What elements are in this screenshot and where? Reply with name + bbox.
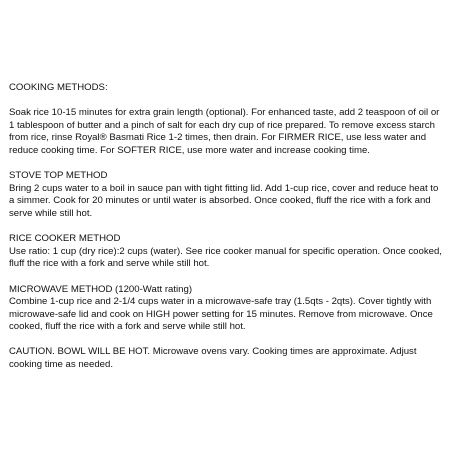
section-heading: STOVE TOP METHOD [9,170,108,182]
section-body: Combine 1-cup rice and 2-1/4 cups water in a microwave-safe tray (1.5qts - 2qts). Cover tightly with microwave-safe lid and cook on HIGH power setting for 15 minutes. Remove from microwave. Once cooked, fluff the rice with a fork and serve while still hot. [9,296,433,333]
section-heading: MICROWAVE METHOD (1200-Watt rating) [9,283,193,295]
intro-paragraph: Soak rice 10-15 minutes for extra grain length (optional). For enhanced taste, add 2 teaspoon of oil or 1 tablespoon of butter and a pinch of salt for each dry cup of rice prepared. To remove excess starch from rice, rinse Royal® Basmati Rice 1-2 times, then drain. For FIRMER RICE, use less water and reduce cooking time. For SOFTER RICE, use more water and increase cooking time. [9,107,440,156]
section-microwave [9,284,445,334]
document-title: COOKING METHODS: [9,82,108,93]
section-body: Bring 2 cups water to a boil in sauce pan with tight fitting lid. Add 1-cup rice, cover and reduce heat to a simmer. Cook for 20 minutes or until water is absorbed. Once cooked, fluff the rice with a fork and serve while still hot. [9,182,439,219]
cooking-methods-document [9,82,445,372]
section-heading: RICE COOKER METHOD [9,233,121,245]
section-stove-top [9,170,445,220]
caution-paragraph: CAUTION. BOWL WILL BE HOT. Microwave ovens vary. Cooking times are approximate. Adjust cooking time as needed. [9,346,417,371]
section-body: Use ratio: 1 cup (dry rice):2 cups (water). See rice cooker manual for specific operation. Once cooked, fluff the rice with a fork and serve while still hot. [9,245,442,270]
section-rice-cooker [9,233,445,271]
